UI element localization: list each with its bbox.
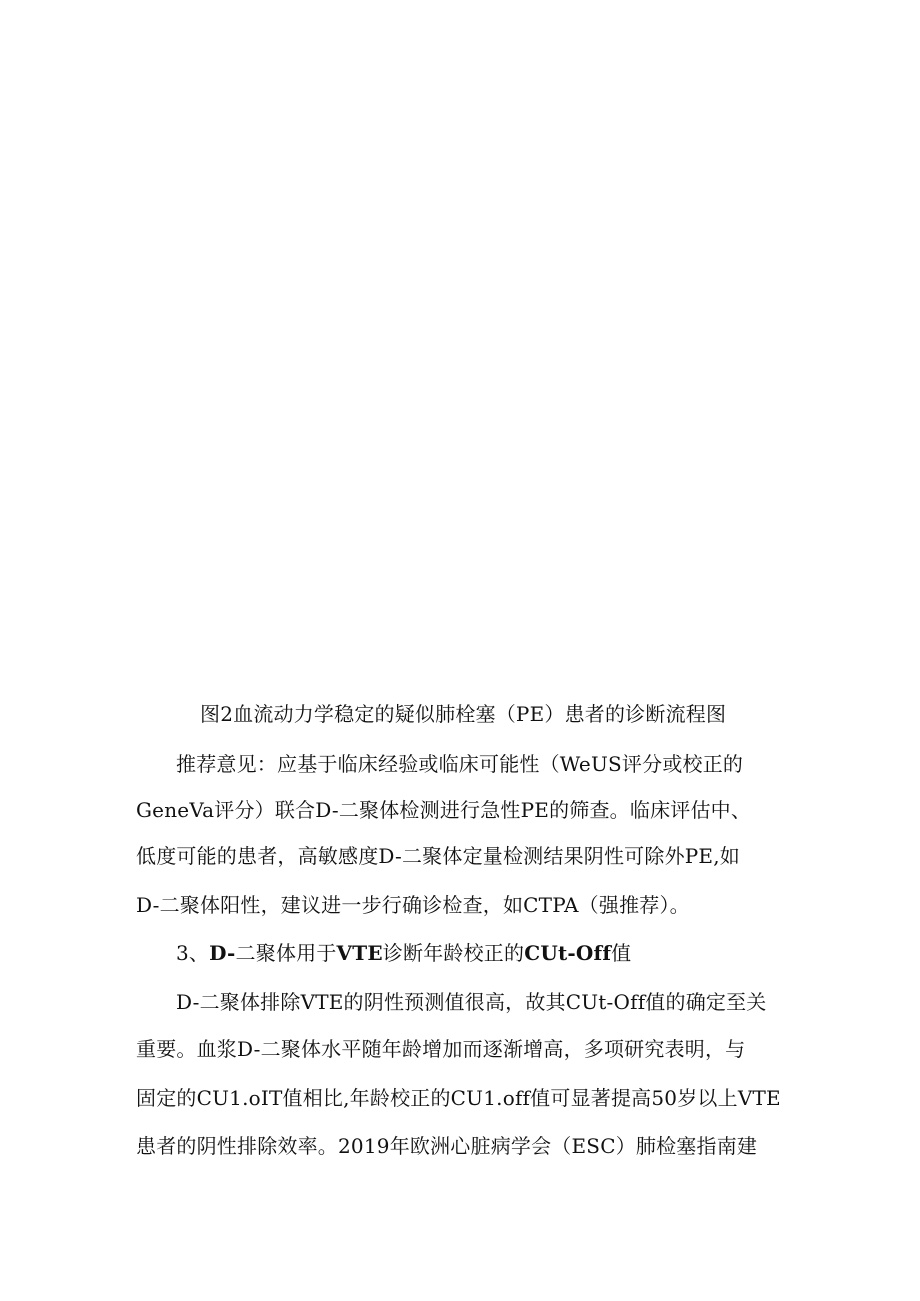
section-heading-term-cutoff: CUt-Off: [524, 941, 612, 965]
section-heading-term-d: D-: [209, 941, 236, 965]
section-heading: [176, 941, 826, 965]
recommendation-line-2: GeneVa评分）联合D-二聚体检测进行急性PE的筛查。临床评估中、: [136, 798, 752, 822]
body-line-2: 重要。血浆D-二聚体水平随年龄增加而逐渐增高，多项研究表明，与: [136, 1037, 746, 1061]
body-line-4: 患者的阴性排除效率。2019年欧洲心脏病学会（ESC）肺检塞指南建: [136, 1134, 758, 1158]
section-heading-text-a: 二聚体用于: [235, 941, 337, 965]
figure-caption: 图2血流动力学稳定的疑似肺栓塞（PE）患者的诊断流程图: [200, 702, 727, 726]
recommendation-line-4: D-二聚体阳性，建议进一步行确诊检查，如CTPA（强推荐）。: [136, 893, 690, 917]
recommendation-line-1: 推荐意见：应基于临床经验或临床可能性（WeUS评分或校正的: [176, 752, 744, 776]
figure-area: [136, 40, 784, 680]
body-line-1: D-二聚体排除VTE的阴性预测值很高，故其CUt-Off值的确定至关: [176, 990, 767, 1014]
recommendation-line-3: 低度可能的患者，高敏感度D-二聚体定量检测结果阴性可除外PE,如: [136, 844, 740, 868]
section-heading-prefix: 3、: [176, 941, 210, 965]
section-heading-text-b: 诊断年龄校正的: [382, 941, 525, 965]
section-heading-term-vte: VTE: [336, 941, 383, 965]
body-line-3: 固定的CU1.oIT值相比,年龄校正的CU1.off值可显著提高50岁以上VTE: [136, 1086, 781, 1110]
section-heading-suffix: 值: [611, 941, 632, 965]
